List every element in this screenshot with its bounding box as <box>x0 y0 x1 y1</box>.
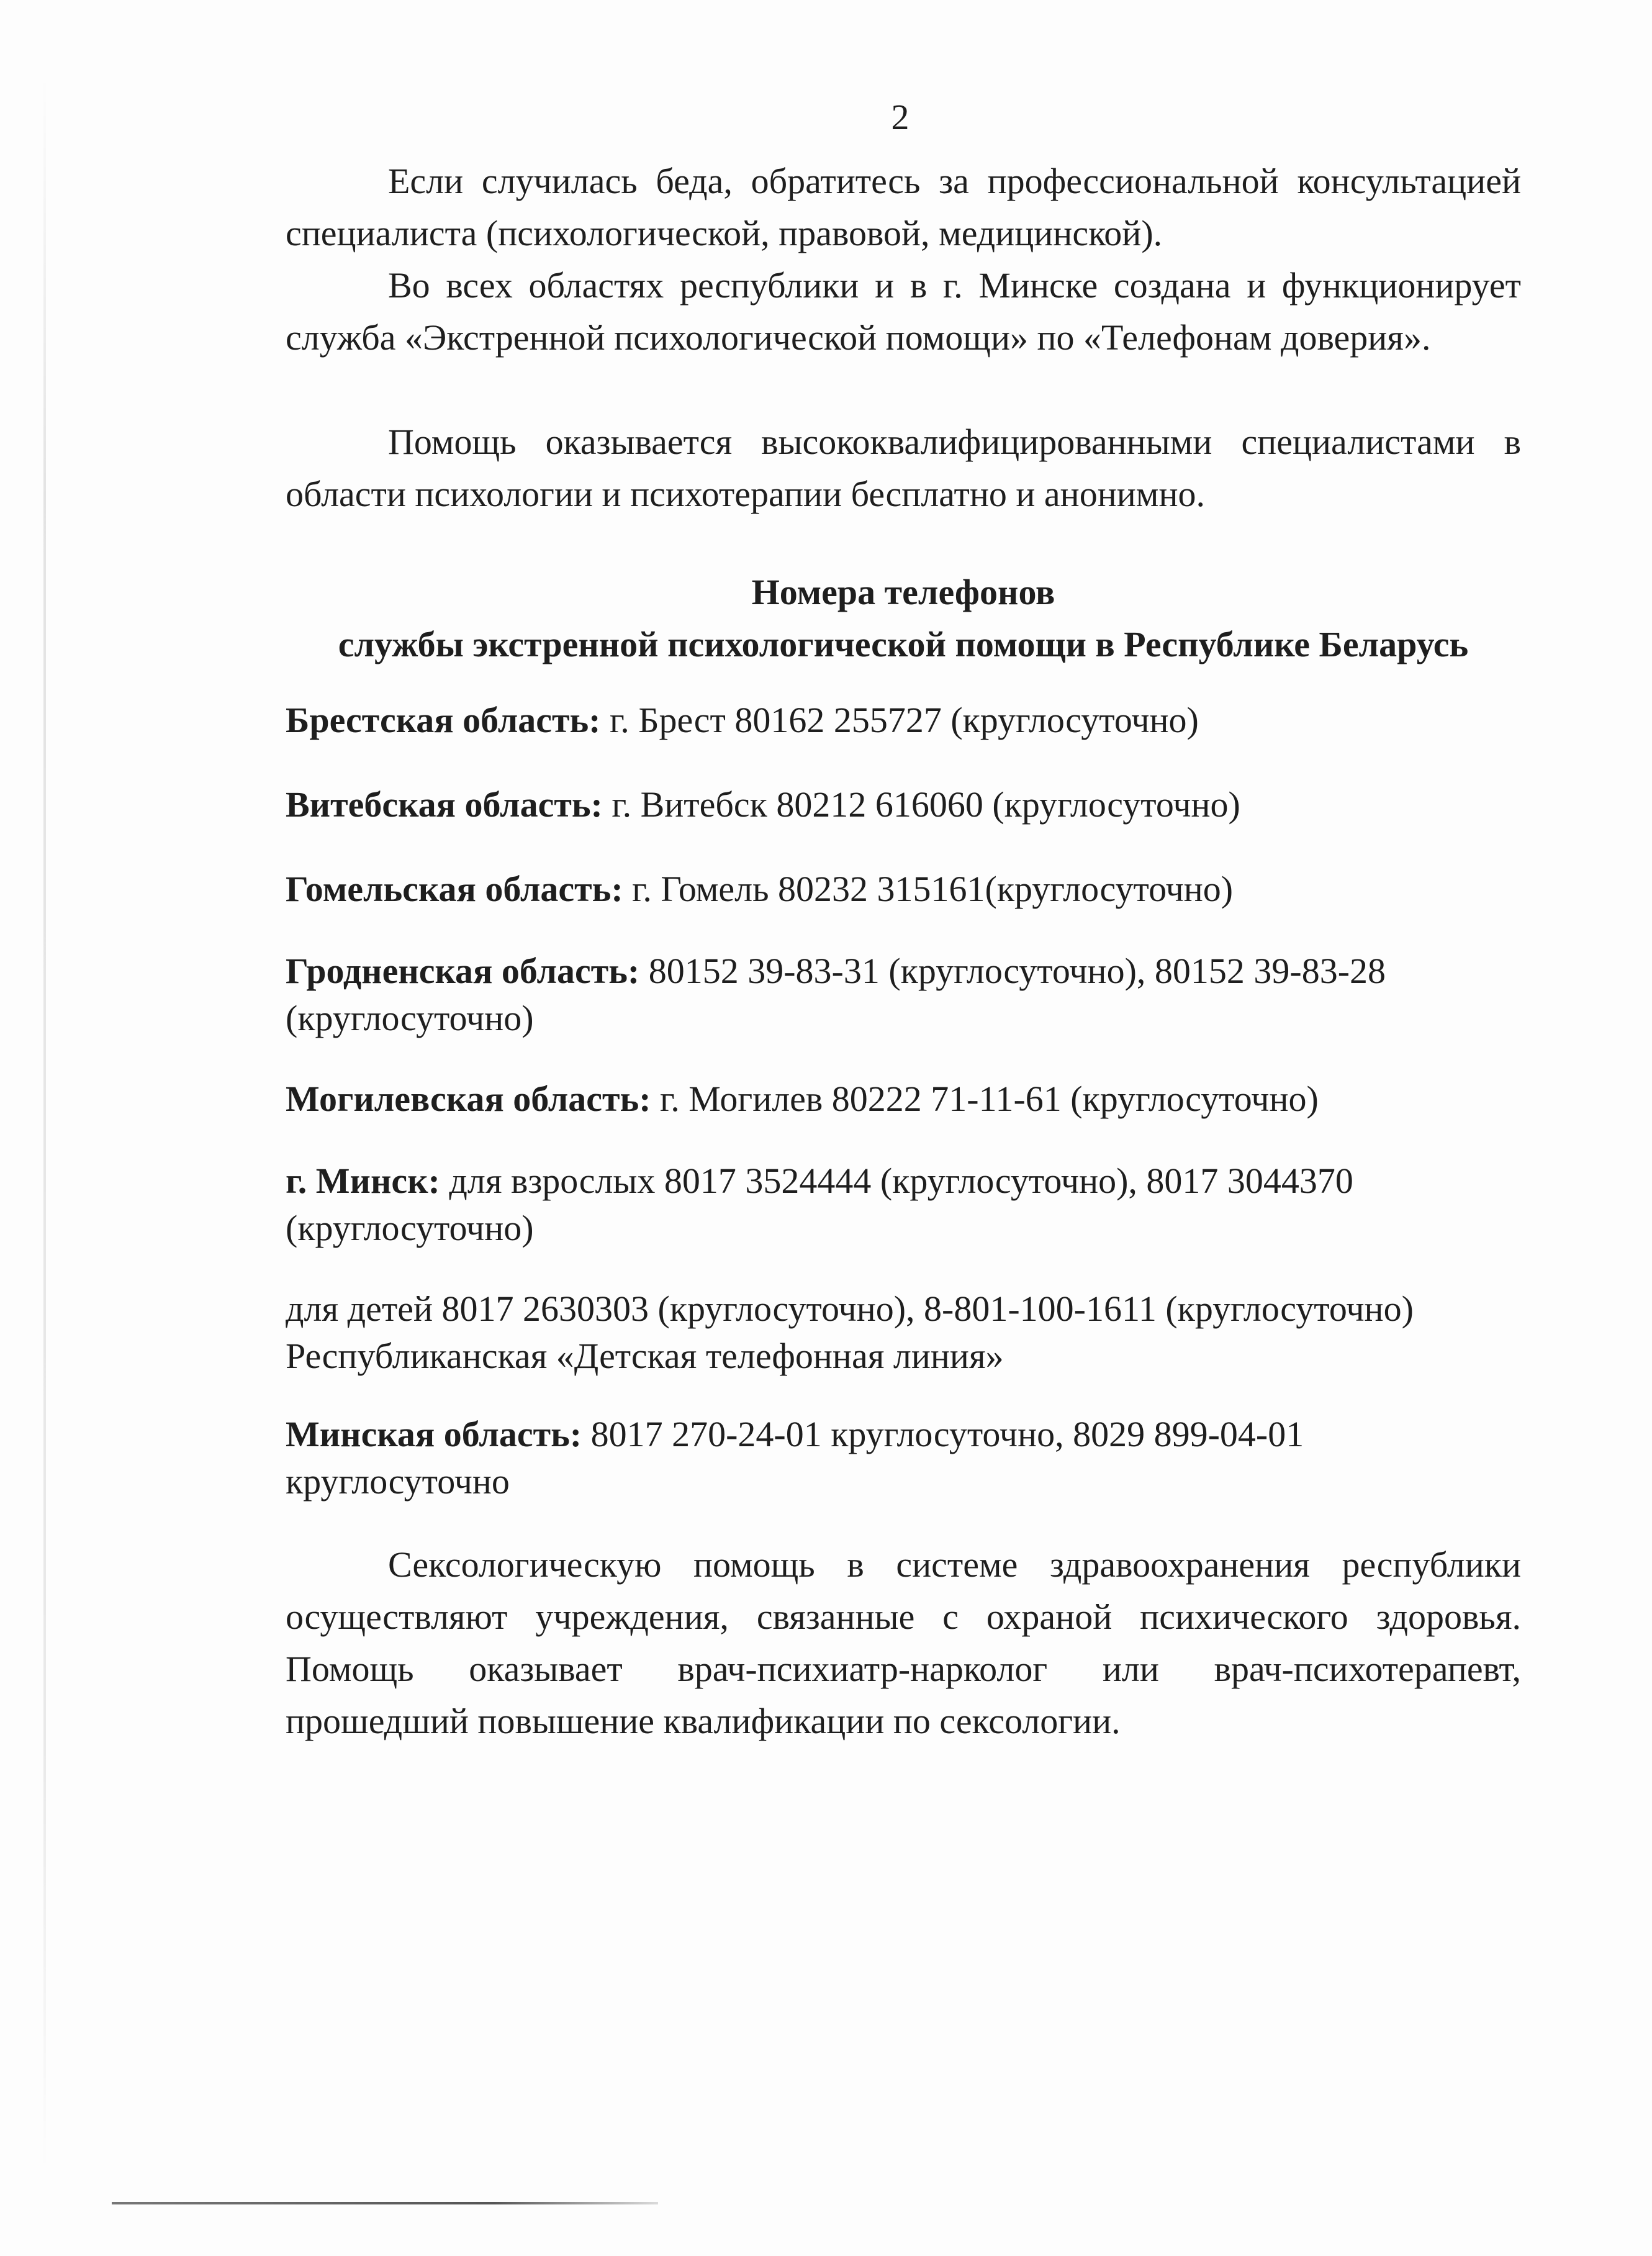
region-phones: 80152 39-83-31 (круглосуточно), 80152 39-83-28 (круглосуточно) <box>286 951 1386 1038</box>
region-mogilev <box>286 1073 1521 1125</box>
intro-paragraph-1: Если случилась беда, обратитесь за профессиональной консультацией специалиста (психологической, правовой, медицинской). <box>286 161 1521 253</box>
region-label: Могилевская область: <box>286 1079 651 1119</box>
phone-heading-line-1: Номера телефонов <box>751 572 1055 612</box>
region-phones: г. Могилев 80222 71-11-61 (круглосуточно) <box>651 1079 1319 1119</box>
region-label: Гомельская область: <box>286 869 623 909</box>
region-label: Минская область: <box>286 1414 582 1454</box>
region-phones: г. Витебск 80212 616060 (круглосуточно) <box>602 784 1240 825</box>
page-number: 2 <box>891 97 910 137</box>
region-vitebsk <box>286 779 1521 831</box>
region-label: Витебская область: <box>286 784 603 825</box>
region-grodno <box>286 948 1521 1042</box>
region-brest <box>286 694 1521 746</box>
intro-paragraph-2: Во всех областях республики и в г. Минске создана и функционирует служба «Экстренной психологической помощи» по «Телефонам доверия». <box>286 265 1521 358</box>
region-minsk-city <box>286 1157 1521 1252</box>
bottom-rule <box>112 2202 658 2204</box>
phone-heading-line-2: службы экстренной психологической помощи в Республике Беларусь <box>338 624 1469 664</box>
region-phones: г. Брест 80162 255727 (круглосуточно) <box>600 700 1199 740</box>
region-label: г. Минск: <box>286 1161 440 1201</box>
region-label: Гродненская область: <box>286 951 640 991</box>
children-hotline-name: Республиканская «Детская телефонная линия» <box>286 1336 1004 1376</box>
children-hotline <box>286 1285 1521 1380</box>
phone-heading <box>286 566 1521 671</box>
children-phones: для детей 8017 2630303 (круглосуточно), 8-801-100-1611 (круглосуточно) <box>286 1289 1414 1329</box>
region-phones: для взрослых 8017 3524444 (круглосуточно), 8017 3044370 (круглосуточно) <box>286 1161 1353 1248</box>
region-phones: г. Гомель 80232 315161(круглосуточно) <box>623 869 1234 909</box>
page-edge <box>43 75 46 2173</box>
region-minsk-oblast <box>286 1411 1521 1505</box>
region-label: Брестская область: <box>286 700 601 740</box>
sexology-paragraph: Сексологическую помощь в системе здравоохранения республики осуществляют учреждения, связанные с охраной психического здоровья. Помощь оказывает врач-психиатр-нарколог или врач-психотерапевт, прошедший повышение квалификации по сексологии. <box>286 1544 1521 1741</box>
region-gomel <box>286 863 1521 915</box>
region-phones: 8017 270-24-01 круглосуточно, 8029 899-04-01 круглосуточно <box>286 1414 1304 1502</box>
intro-paragraph-3: Помощь оказывается высококвалифицированными специалистами в области психологии и психотерапии бесплатно и анонимно. <box>286 422 1521 514</box>
